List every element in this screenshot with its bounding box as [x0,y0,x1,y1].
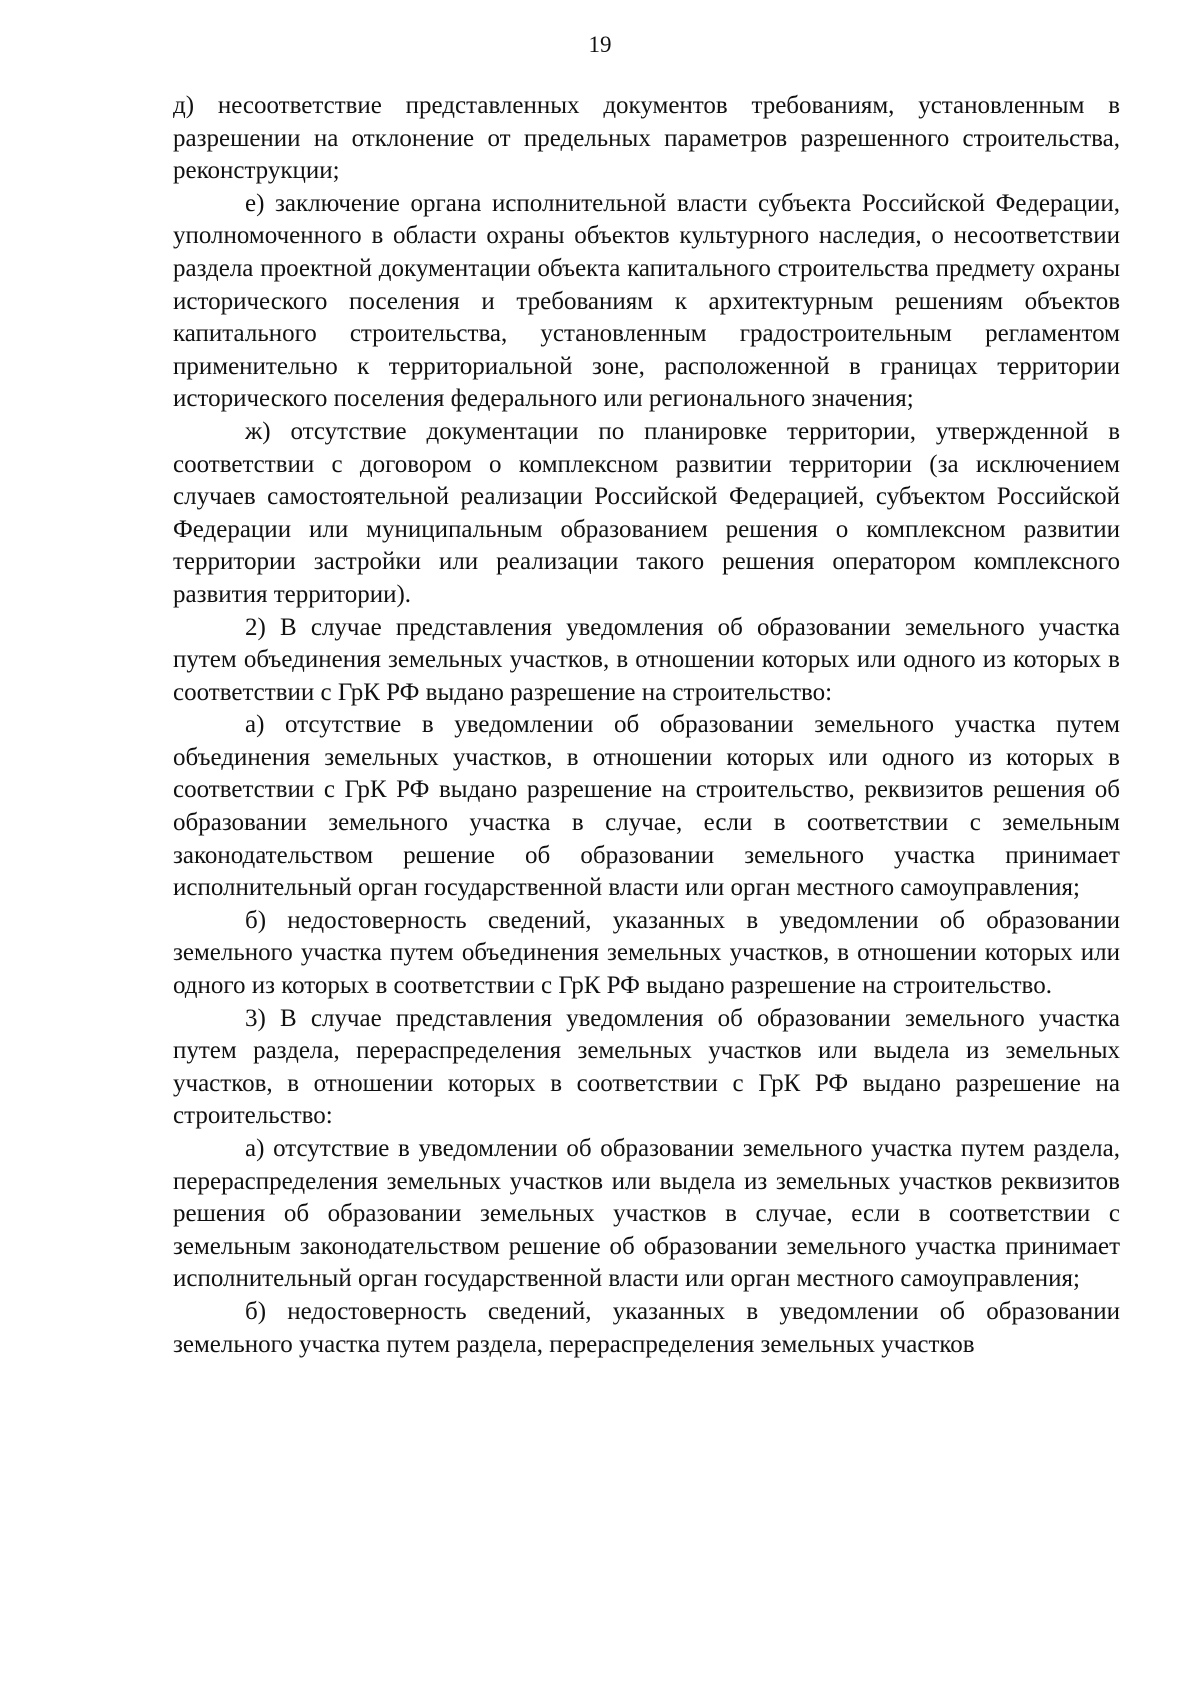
paragraph-3: 3) В случае представления уведомления об образовании земельного участка путем раздела, перераспределения земельных участков или выдела из земельных участков, в отношении которых в соответствии с ГрК РФ выдано разрешение на строительство: [173,1004,1120,1130]
paragraph-e: е) заключение органа исполнительной власти субъекта Российской Федерации, уполномоченного в области охраны объектов культурного наследия, о несоответствии раздела проектной документации объекта капитального строительства предмету охраны исторического поселения и требованиям к архитектурным решениям объектов капитального строительства, установленным градостроительным регламентом применительно к территориальной зоне, расположенной в границах территории исторического поселения федерального или регионального значения; [173,189,1120,413]
paragraph-zh: ж) отсутствие документации по планировке территории, утвержденной в соответствии с договором о комплексном развитии территории (за исключением случаев самостоятельной реализации Российской Федерацией, субъектом Российской Федерации или муниципальным образованием решения о комплексном развитии территории застройки или реализации такого решения оператором комплексного развития территории). [173,417,1120,608]
paragraph-d: д) несоответствие представленных документов требованиям, установленным в разрешении на отклонение от предельных параметров разрешенного строительства, реконструкции; [173,92,1120,185]
paragraph-2b: б) недостоверность сведений, указанных в уведомлении об образовании земельного участка путем объединения земельных участков, в отношении которых или одного из которых в соответствии с ГрК РФ выдано разрешение на строительство. [173,906,1120,1000]
document-body [173,90,1120,1361]
paragraph-3a: а) отсутствие в уведомлении об образовании земельного участка путем раздела, перераспределения земельных участков или выдела из земельных участков реквизитов решения об образовании земельных участков в случае, если в соответствии с земельным законодательством решение об образовании земельного участка принимает исполнительный орган государственной власти или орган местного самоуправления; [173,1135,1120,1293]
page-number: 19 [588,32,612,57]
paragraph-2a: а) отсутствие в уведомлении об образовании земельного участка путем объединения земельных участков, в отношении которых или одного из которых в соответствии с ГрК РФ выдано разрешение на строительство, реквизитов решения об образовании земельного участка в случае, если в соответствии с земельным законодательством решение об образовании земельного участка принимает исполнительный орган государственной власти или орган местного самоуправления; [173,711,1120,902]
paragraph-3b: б) недостоверность сведений, указанных в уведомлении об образовании земельного участка путем раздела, перераспределения земельных участков [173,1297,1120,1358]
paragraph-2: 2) В случае представления уведомления об образовании земельного участка путем объединения земельных участков, в отношении которых или одного из которых в соответствии с ГрК РФ выдано разрешение на строительство: [173,613,1120,706]
